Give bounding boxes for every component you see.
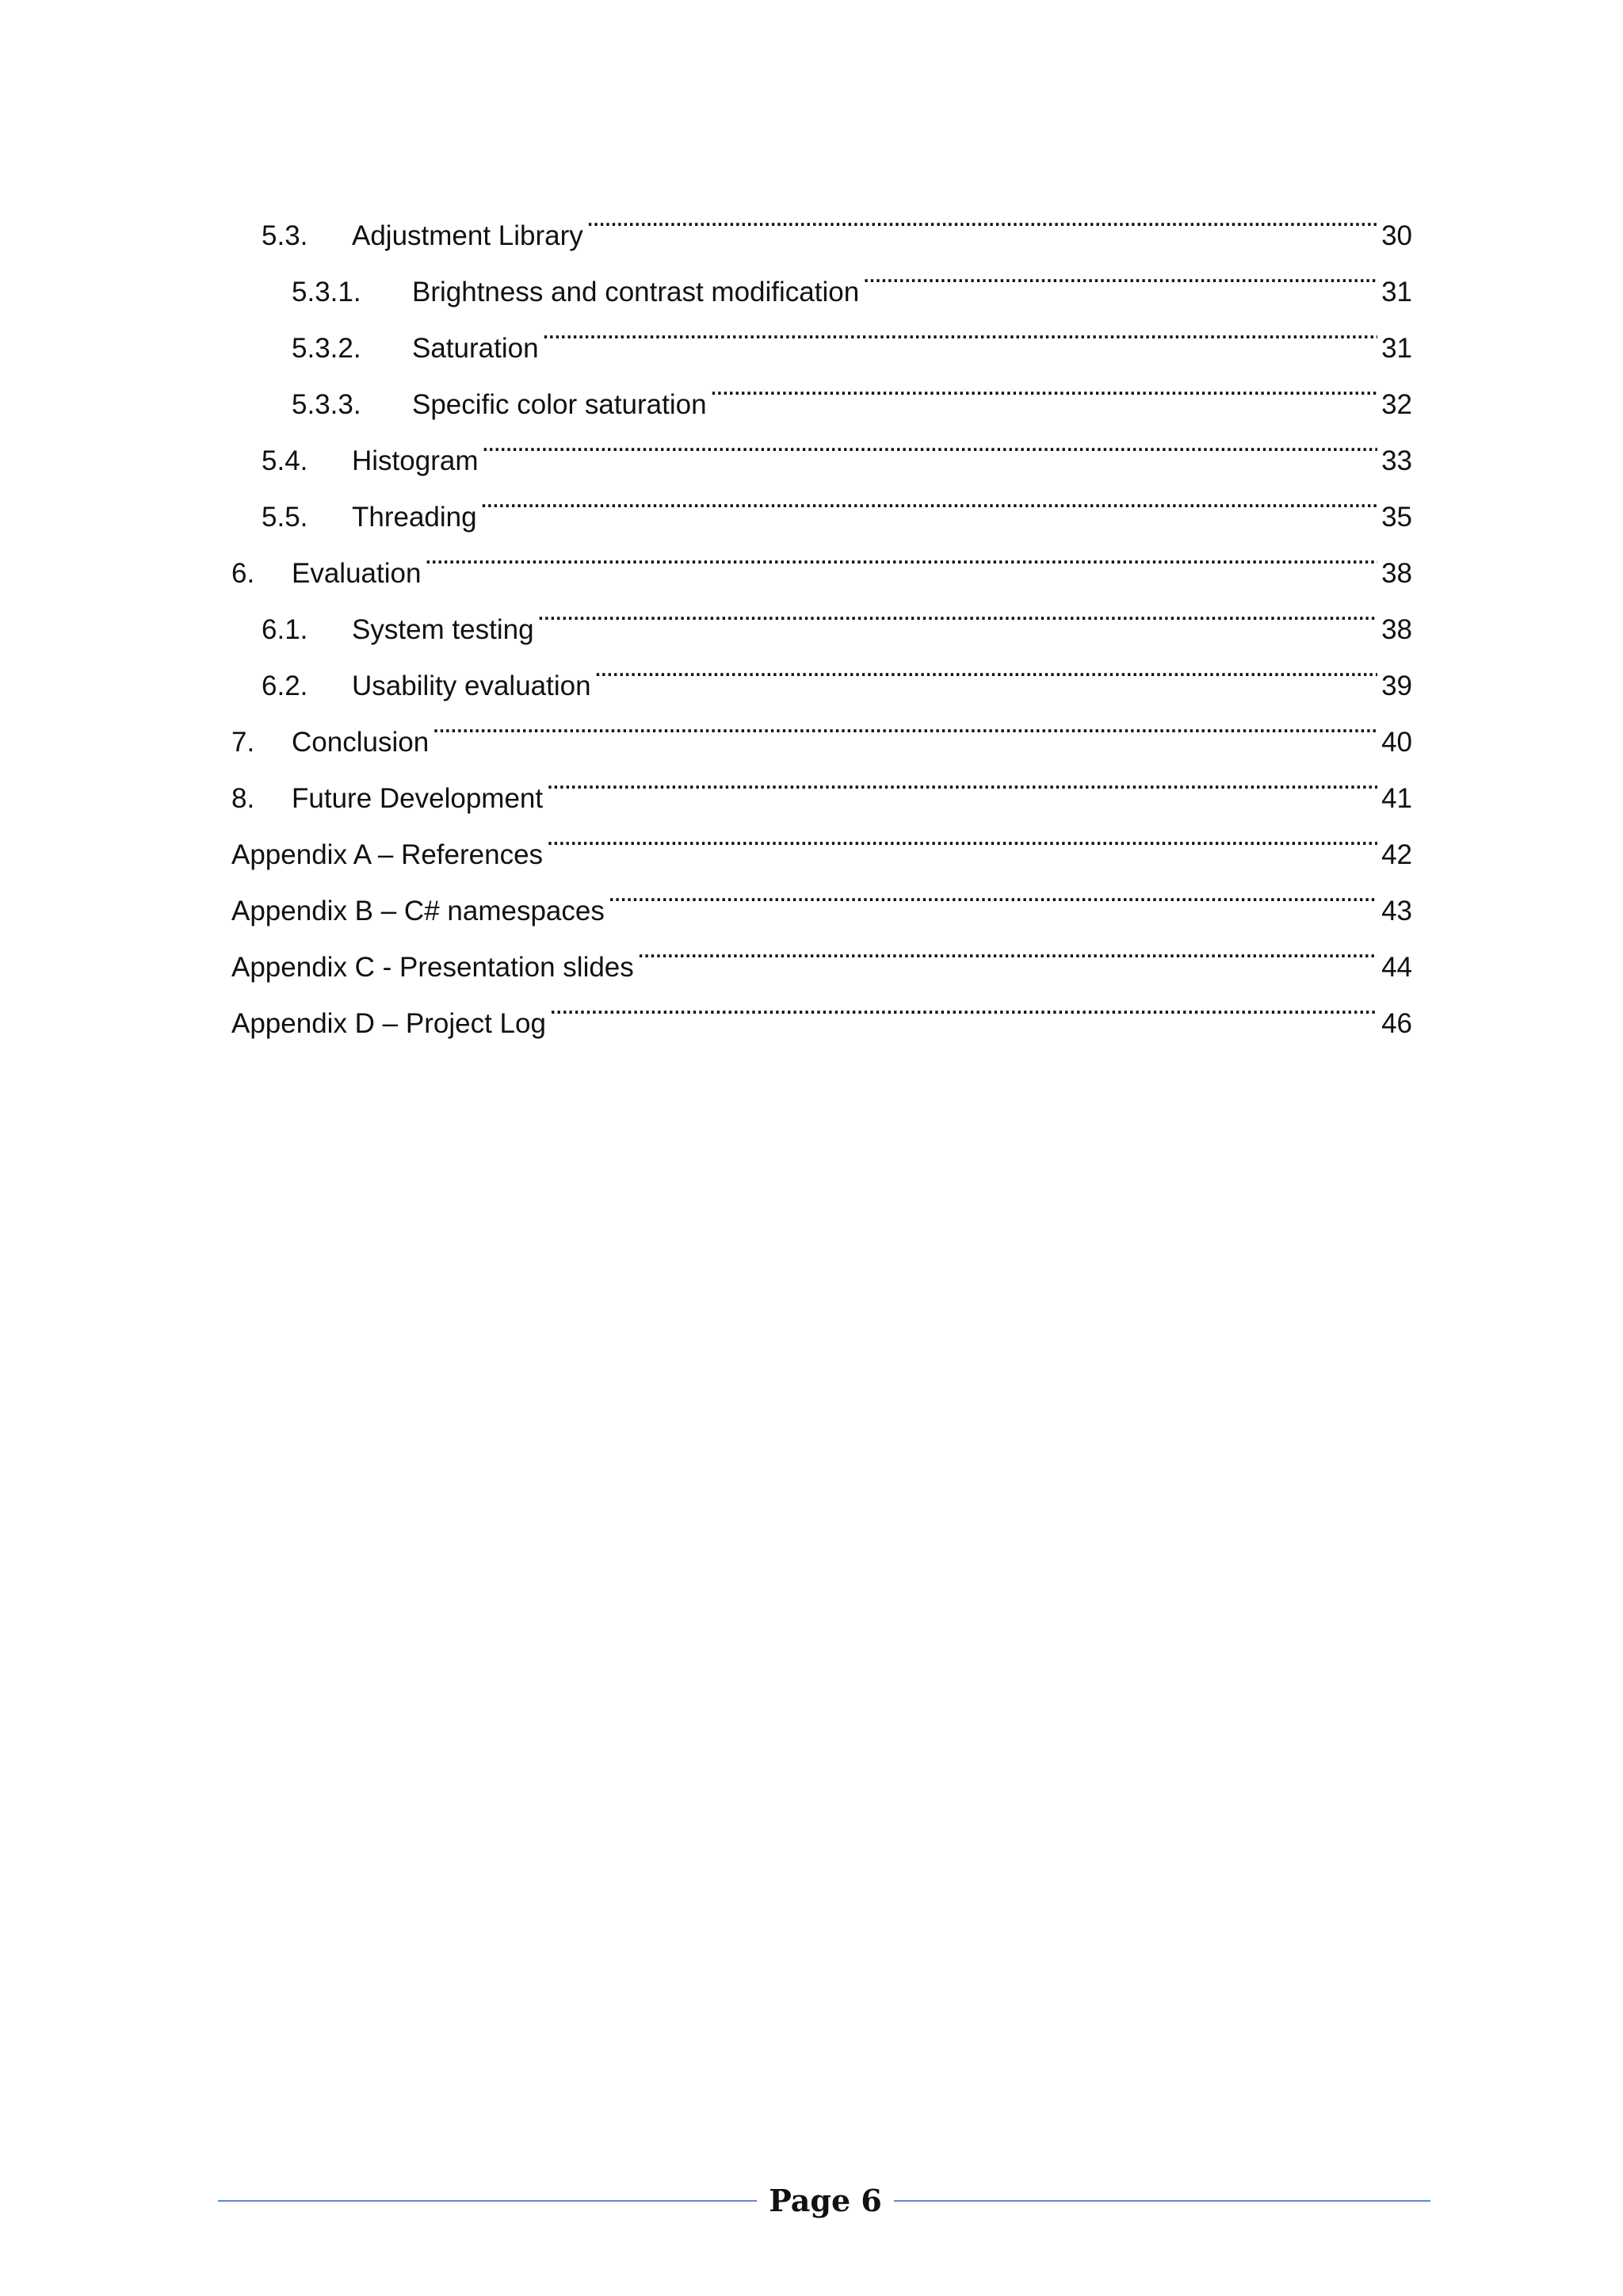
toc-entry-page: 42 <box>1381 839 1412 870</box>
toc-entry-page: 33 <box>1381 445 1412 476</box>
toc-entry-page: 40 <box>1381 727 1412 758</box>
toc-entry-title: Evaluation <box>292 558 422 589</box>
toc-entry-title: Appendix D – Project Log <box>231 1008 546 1039</box>
footer-rule-right <box>894 2200 1430 2202</box>
toc-entry-page: 30 <box>1381 220 1412 251</box>
dot-leader <box>432 695 1377 751</box>
toc-entry-page: 31 <box>1381 333 1412 364</box>
toc-entry-number: 6. <box>231 558 255 589</box>
toc-entry-page: 41 <box>1381 783 1412 814</box>
toc-entry-page: 44 <box>1381 952 1412 983</box>
footer-rule-left <box>218 2200 757 2202</box>
dot-leader <box>537 583 1377 639</box>
dot-leader <box>710 357 1377 414</box>
toc-entry-page: 38 <box>1381 614 1412 645</box>
toc-entry-title: Threading <box>352 502 477 533</box>
toc-entry-title: Conclusion <box>292 727 430 758</box>
toc-entry-number: 5.4. <box>262 445 308 476</box>
dot-leader <box>542 301 1377 357</box>
toc-entry-title: Saturation <box>412 333 539 364</box>
toc-entry-page: 35 <box>1381 502 1412 533</box>
toc-entry-title: Brightness and contrast modification <box>412 277 860 308</box>
toc-entry-number: 8. <box>231 783 255 814</box>
toc-entry-title: Adjustment Library <box>352 220 583 251</box>
toc-entry-number: 5.3.2. <box>292 333 361 364</box>
dot-leader <box>546 808 1377 864</box>
toc-entry-number: 5.3.3. <box>292 389 361 420</box>
page-number: Page 6 <box>769 2183 882 2218</box>
toc-entry-number: 5.5. <box>262 502 308 533</box>
dot-leader <box>594 639 1377 695</box>
toc-entry-title: Appendix B – C# namespaces <box>231 896 605 926</box>
dot-leader <box>480 470 1377 526</box>
toc-entry-page: 31 <box>1381 277 1412 308</box>
dot-leader <box>586 189 1377 245</box>
table-of-contents <box>231 189 1412 1039</box>
dot-leader <box>481 414 1377 470</box>
dot-leader <box>424 526 1377 583</box>
toc-entry-5-3[interactable] <box>231 189 1412 251</box>
toc-entry-title: Specific color saturation <box>412 389 707 420</box>
toc-entry-title: Future Development <box>292 783 544 814</box>
dot-leader <box>549 976 1377 1033</box>
dot-leader <box>862 245 1377 301</box>
toc-entry-number: 5.3. <box>262 220 308 251</box>
toc-entry-title: Usability evaluation <box>352 670 591 701</box>
toc-entry-number: 6.1. <box>262 614 308 645</box>
toc-entry-number: 5.3.1. <box>292 277 361 308</box>
toc-entry-page: 39 <box>1381 670 1412 701</box>
toc-entry-title: Appendix C - Presentation slides <box>231 952 634 983</box>
dot-leader <box>608 864 1377 920</box>
page-footer <box>218 2173 1430 2229</box>
dot-leader <box>637 920 1377 976</box>
toc-entry-title: Appendix A – References <box>231 839 544 870</box>
toc-entry-page: 46 <box>1381 1008 1412 1039</box>
toc-entry-number: 6.2. <box>262 670 308 701</box>
toc-entry-page: 43 <box>1381 896 1412 926</box>
toc-entry-title: System testing <box>352 614 534 645</box>
toc-entry-page: 38 <box>1381 558 1412 589</box>
toc-entry-title: Histogram <box>352 445 479 476</box>
toc-entry-page: 32 <box>1381 389 1412 420</box>
dot-leader <box>546 751 1377 808</box>
toc-entry-number: 7. <box>231 727 255 758</box>
